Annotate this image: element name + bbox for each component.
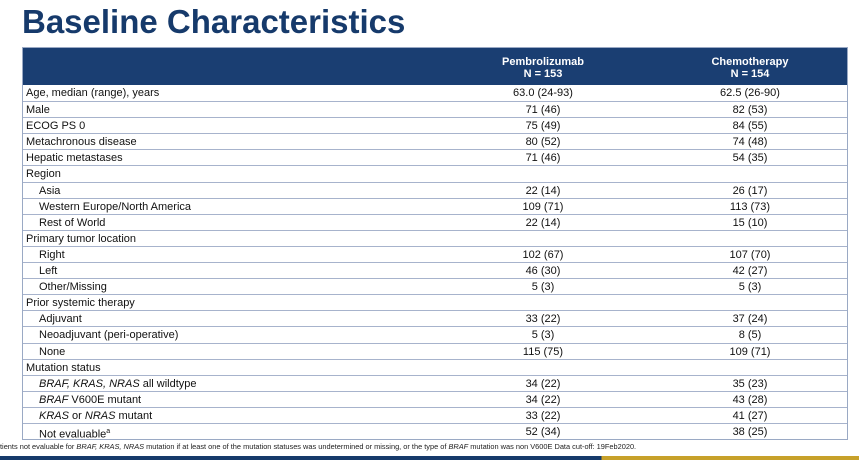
row-label: Left xyxy=(39,265,58,278)
row-label: Other/Missing xyxy=(39,281,107,294)
row-label: Hepatic metastases xyxy=(26,152,123,165)
pembrolizumab-value: 102 (67) xyxy=(522,248,564,261)
pembrolizumab-value: 75 (49) xyxy=(525,120,561,133)
pembrolizumab-value: 109 (71) xyxy=(522,200,564,213)
pembrolizumab-value: 34 (22) xyxy=(525,377,561,390)
gene-name: BRAF xyxy=(39,393,69,406)
row-label xyxy=(39,409,152,423)
header-pembrolizumab xyxy=(483,56,603,80)
chemotherapy-value: 113 (73) xyxy=(729,200,771,213)
bottom-accent-bar xyxy=(0,456,859,460)
row-label: Prior systemic therapy xyxy=(26,297,135,310)
header-pembrolizumab-name: Pembrolizumab xyxy=(502,56,584,68)
label-text: or xyxy=(68,409,85,422)
label-text: mutant xyxy=(115,409,153,422)
chemotherapy-value: 54 (35) xyxy=(732,152,768,165)
table-row xyxy=(23,375,847,391)
pembrolizumab-value: 22 (14) xyxy=(525,216,561,229)
chemotherapy-value: 84 (55) xyxy=(732,120,768,133)
chemotherapy-value: 5 (3) xyxy=(738,281,762,294)
row-label: Asia xyxy=(39,184,61,197)
table-row xyxy=(23,85,847,101)
table-header xyxy=(23,48,847,85)
table-row xyxy=(23,133,847,149)
chemotherapy-value: 74 (48) xyxy=(732,136,768,149)
table-row xyxy=(23,117,847,133)
chemotherapy-value: 42 (27) xyxy=(732,265,768,278)
footnote-part: mutation if at least one of the mutation statuses was undetermined or missing, or the type of xyxy=(144,442,449,451)
chemotherapy-value: 107 (70) xyxy=(729,248,771,261)
pembrolizumab-value: 71 (46) xyxy=(525,152,561,165)
label-text: all wildtype xyxy=(139,377,197,390)
row-label: Adjuvant xyxy=(39,313,82,326)
row-label: Metachronous disease xyxy=(26,136,137,149)
header-chemotherapy-name: Chemotherapy xyxy=(711,56,789,68)
label-text: Not evaluable xyxy=(39,428,107,441)
pembrolizumab-value: 46 (30) xyxy=(525,265,561,278)
page-title: Baseline Characteristics xyxy=(22,3,406,40)
chemotherapy-value: 38 (25) xyxy=(732,425,768,438)
table-row xyxy=(23,391,847,407)
gene-name: BRAF, KRAS, NRAS xyxy=(39,377,140,390)
row-label xyxy=(39,377,197,391)
chemotherapy-value: 43 (28) xyxy=(732,393,768,406)
header-pembrolizumab-n: N = 153 xyxy=(523,68,563,80)
table-row xyxy=(23,165,847,181)
header-chemotherapy-n: N = 154 xyxy=(730,68,770,80)
pembrolizumab-value: 5 (3) xyxy=(531,329,555,342)
row-label: Western Europe/North America xyxy=(39,200,192,213)
table-row xyxy=(23,294,847,310)
table-row xyxy=(23,326,847,342)
table-row xyxy=(23,230,847,246)
pembrolizumab-value: 80 (52) xyxy=(525,136,561,149)
gene-name: KRAS xyxy=(39,409,69,422)
pembrolizumab-value: 63.0 (24-93) xyxy=(513,87,573,99)
table-row xyxy=(23,310,847,326)
row-label: ECOG PS 0 xyxy=(26,120,86,133)
table-body xyxy=(23,85,847,439)
chemotherapy-value: 109 (71) xyxy=(729,345,771,358)
table-row xyxy=(23,149,847,165)
table-row xyxy=(23,101,847,117)
row-label: Right xyxy=(39,248,65,261)
pembrolizumab-value: 71 (46) xyxy=(525,104,561,117)
table-row xyxy=(23,214,847,230)
table-row xyxy=(23,278,847,294)
footnote xyxy=(0,442,859,451)
pembrolizumab-value: 33 (22) xyxy=(525,409,561,422)
footnote-part: mutation was non V600E Data cut-off: 19Feb2020. xyxy=(468,442,637,451)
chemotherapy-value: 26 (17) xyxy=(732,184,768,197)
chemotherapy-value: 15 (10) xyxy=(732,216,768,229)
footnote-part: tients not evaluable for xyxy=(0,442,77,451)
chemotherapy-value: 82 (53) xyxy=(732,104,768,117)
pembrolizumab-value: 115 (75) xyxy=(522,345,564,358)
header-chemotherapy xyxy=(690,56,810,80)
table-row xyxy=(23,182,847,198)
row-label: Rest of World xyxy=(39,216,106,229)
table-row xyxy=(23,359,847,375)
row-label: Neoadjuvant (peri-operative) xyxy=(39,329,179,342)
table-row xyxy=(23,423,847,439)
chemotherapy-value: 37 (24) xyxy=(732,313,768,326)
row-label: Male xyxy=(26,104,50,117)
chemotherapy-value: 41 (27) xyxy=(732,409,768,422)
table-row xyxy=(23,198,847,214)
pembrolizumab-value: 34 (22) xyxy=(525,393,561,406)
footnote-marker: a xyxy=(106,427,111,435)
table-row xyxy=(23,407,847,423)
gene-name: NRAS xyxy=(84,409,116,422)
table-row xyxy=(23,246,847,262)
row-label: Mutation status xyxy=(26,361,101,374)
row-label: Region xyxy=(26,168,61,181)
row-label xyxy=(39,425,110,442)
chemotherapy-value: 8 (5) xyxy=(738,329,762,342)
table-row xyxy=(23,262,847,278)
row-label: None xyxy=(39,345,66,358)
table-row xyxy=(23,343,847,359)
row-label: Age, median (range), years xyxy=(26,87,160,99)
row-label: Primary tumor location xyxy=(26,232,137,245)
row-label xyxy=(39,393,141,407)
pembrolizumab-value: 5 (3) xyxy=(531,281,555,294)
footnote-italic: BRAF xyxy=(448,442,469,451)
chemotherapy-value: 62.5 (26-90) xyxy=(720,87,780,99)
label-text: V600E mutant xyxy=(68,393,142,406)
footnote-italic: BRAF, KRAS, NRAS xyxy=(76,442,145,451)
baseline-table xyxy=(22,47,848,440)
chemotherapy-value: 35 (23) xyxy=(732,377,768,390)
pembrolizumab-value: 33 (22) xyxy=(525,313,561,326)
pembrolizumab-value: 52 (34) xyxy=(525,425,561,438)
pembrolizumab-value: 22 (14) xyxy=(525,184,561,197)
